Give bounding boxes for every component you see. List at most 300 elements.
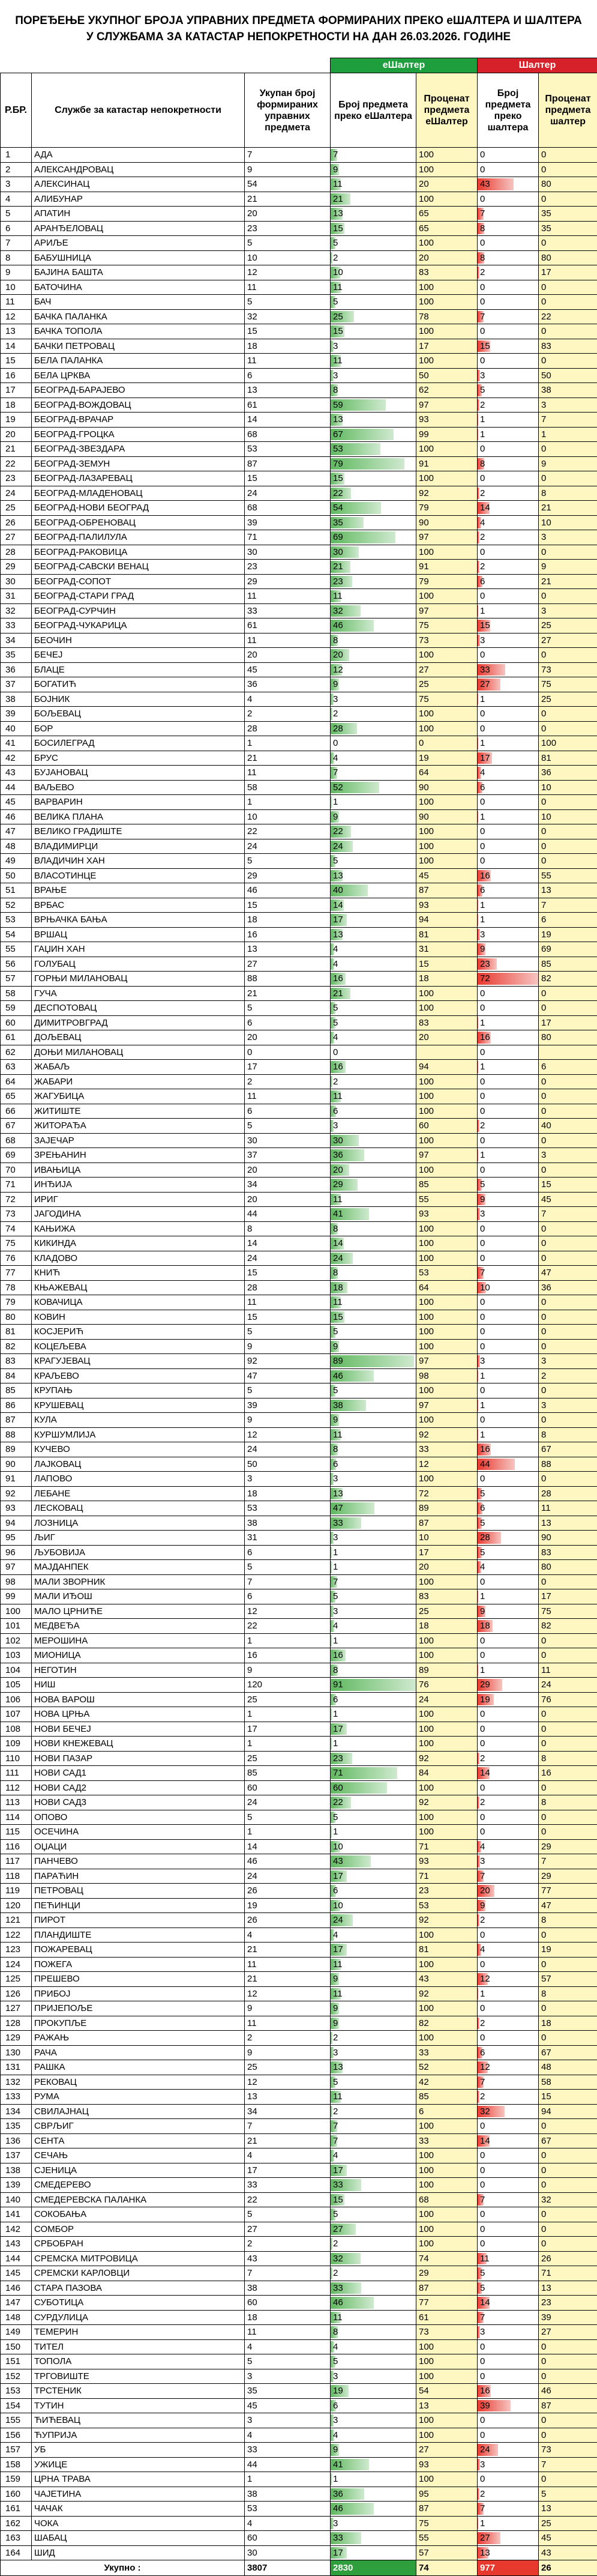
- totals-s-pct: 26: [539, 2560, 597, 2576]
- cell-value: 7: [333, 150, 338, 160]
- cell-value: 8: [333, 1224, 338, 1234]
- cell-s-pct: 39: [539, 2310, 597, 2325]
- cell-value: 7: [480, 2503, 485, 2514]
- table-row: [1, 2502, 597, 2517]
- cell-rb: 109: [1, 1737, 32, 1752]
- cell-s-count: [478, 309, 539, 324]
- cell-value: 69: [333, 532, 343, 542]
- cell-e-pct: 54: [416, 2384, 478, 2399]
- cell-e-count: [331, 1884, 416, 1899]
- cell-e-count: [331, 589, 416, 604]
- cell-total: 15: [245, 1266, 331, 1281]
- cell-s-count: [478, 1178, 539, 1193]
- cell-s-pct: 38: [539, 383, 597, 398]
- cell-rb: 28: [1, 545, 32, 560]
- cell-total: 5: [245, 236, 331, 251]
- cell-value: 4: [333, 2342, 338, 2352]
- cell-s-count: [478, 413, 539, 428]
- cell-rb: 51: [1, 883, 32, 898]
- cell-s-count: [478, 868, 539, 883]
- cell-s-pct: 0: [539, 2031, 597, 2046]
- cell-total: 3: [245, 2413, 331, 2428]
- cell-e-count: [331, 780, 416, 795]
- cell-e-count: [331, 1368, 416, 1383]
- cell-e-pct: 79: [416, 501, 478, 516]
- table-row: [1, 1192, 597, 1207]
- table-row: [1, 383, 597, 398]
- cell-e-count: [331, 1692, 416, 1707]
- cell-total: 25: [245, 1692, 331, 1707]
- cell-s-count: [478, 1030, 539, 1045]
- cell-e-count: [331, 1486, 416, 1501]
- cell-value: 44: [480, 1459, 490, 1469]
- cell-s-pct: 80: [539, 250, 597, 265]
- cell-rb: 117: [1, 1854, 32, 1869]
- cell-e-pct: 92: [416, 486, 478, 501]
- cell-e-pct: 100: [416, 795, 478, 810]
- cell-s-count: [478, 1751, 539, 1766]
- cell-s-pct: 8: [539, 1427, 597, 1442]
- table-row: [1, 2163, 597, 2178]
- table-row: [1, 1457, 597, 1472]
- cell-name: ИРИГ: [32, 1192, 245, 1207]
- cell-e-pct: 91: [416, 560, 478, 575]
- cell-s-count: [478, 2251, 539, 2266]
- cell-rb: 1: [1, 148, 32, 163]
- cell-s-count: [478, 766, 539, 781]
- cell-total: 5: [245, 1383, 331, 1398]
- cell-total: 16: [245, 1648, 331, 1663]
- cell-e-count: [331, 221, 416, 236]
- cell-name: ВАРВАРИН: [32, 795, 245, 810]
- cell-name: МАЛИ ИЂОШ: [32, 1589, 245, 1604]
- cell-rb: 27: [1, 530, 32, 545]
- cell-name: ТОПОЛА: [32, 2354, 245, 2369]
- cell-rb: 99: [1, 1589, 32, 1604]
- cell-s-pct: 0: [539, 1295, 597, 1310]
- cell-s-pct: 27: [539, 633, 597, 648]
- cell-s-pct: 0: [539, 1413, 597, 1428]
- cell-s-count: [478, 192, 539, 207]
- cell-total: 60: [245, 2296, 331, 2311]
- cell-total: 38: [245, 2487, 331, 2502]
- cell-value: 4: [333, 1621, 338, 1631]
- cell-value: 12: [333, 665, 343, 675]
- cell-s-count: [478, 1707, 539, 1722]
- cell-s-pct: 3: [539, 530, 597, 545]
- cell-e-count: [331, 383, 416, 398]
- cell-total: 19: [245, 1898, 331, 1913]
- cell-total: 25: [245, 1751, 331, 1766]
- cell-s-pct: 10: [539, 780, 597, 795]
- table-row: [1, 2075, 597, 2090]
- cell-e-count: [331, 1707, 416, 1722]
- cell-value: 2: [480, 400, 485, 410]
- cell-s-count: [478, 1472, 539, 1487]
- table-row: [1, 927, 597, 942]
- cell-e-count: [331, 1221, 416, 1236]
- cell-rb: 76: [1, 1251, 32, 1266]
- cell-s-pct: 17: [539, 1015, 597, 1030]
- cell-name: ЖИТИШТЕ: [32, 1104, 245, 1119]
- cell-s-count: [478, 1001, 539, 1016]
- cell-value: 0: [480, 591, 485, 601]
- cell-e-pct: 100: [416, 1310, 478, 1325]
- cell-name: ЉУБОВИЈА: [32, 1545, 245, 1560]
- cell-e-count: [331, 2457, 416, 2472]
- cell-rb: 78: [1, 1280, 32, 1295]
- cell-name: ЉИГ: [32, 1531, 245, 1546]
- cell-rb: 89: [1, 1442, 32, 1457]
- cell-total: 23: [245, 221, 331, 236]
- cell-e-count: [331, 1427, 416, 1442]
- cell-e-count: [331, 1001, 416, 1016]
- cell-e-pct: 93: [416, 2457, 478, 2472]
- cell-s-pct: 50: [539, 368, 597, 383]
- cell-rb: 77: [1, 1266, 32, 1281]
- cell-s-count: [478, 1251, 539, 1266]
- cell-value: 17: [480, 753, 490, 763]
- cell-total: 12: [245, 265, 331, 280]
- cell-value: 0: [480, 2342, 485, 2352]
- cell-e-count: [331, 1119, 416, 1134]
- cell-s-count: [478, 2384, 539, 2399]
- cell-value: 20: [480, 1885, 490, 1896]
- table-row: [1, 427, 597, 442]
- cell-total: 9: [245, 162, 331, 177]
- cell-s-pct: 82: [539, 1619, 597, 1634]
- cell-s-pct: 0: [539, 1163, 597, 1178]
- cell-e-count: [331, 1192, 416, 1207]
- cell-s-count: [478, 1015, 539, 1030]
- cell-e-count: [331, 677, 416, 692]
- cell-total: 12: [245, 2075, 331, 2090]
- cell-rb: 3: [1, 177, 32, 192]
- cell-rb: 75: [1, 1236, 32, 1251]
- cell-s-count: [478, 2119, 539, 2134]
- cell-s-count: [478, 324, 539, 339]
- cell-rb: 135: [1, 2119, 32, 2134]
- table-row: [1, 2443, 597, 2458]
- cell-value: 4: [333, 1032, 338, 1042]
- col-header-s-pct: Проценат предмета шалтер: [539, 73, 597, 148]
- cell-value: 0: [480, 1474, 485, 1484]
- cell-e-count: [331, 1060, 416, 1075]
- cell-name: ШИД: [32, 2545, 245, 2560]
- cell-s-count: [478, 1207, 539, 1222]
- eshalter-databar: [331, 2473, 332, 2485]
- cell-e-pct: 90: [416, 809, 478, 824]
- cell-name: ПОЖЕГА: [32, 1957, 245, 1972]
- cell-total: 44: [245, 1207, 331, 1222]
- cell-value: 1: [480, 1150, 485, 1160]
- cell-s-count: [478, 1825, 539, 1840]
- cell-e-count: [331, 2075, 416, 2090]
- cell-value: 0: [480, 1827, 485, 1837]
- cell-name: ТРГОВИШТЕ: [32, 2369, 245, 2384]
- cell-value: 1: [333, 1827, 338, 1837]
- eshalter-databar: [331, 708, 332, 720]
- cell-value: 3: [333, 2415, 338, 2425]
- cell-total: 5: [245, 295, 331, 310]
- cell-e-pct: 31: [416, 942, 478, 957]
- cell-value: 28: [333, 724, 343, 734]
- cell-total: 3: [245, 2369, 331, 2384]
- cell-name: БАТОЧИНА: [32, 280, 245, 295]
- cell-value: 7: [333, 767, 338, 778]
- cell-e-count: [331, 2428, 416, 2443]
- cell-rb: 111: [1, 1766, 32, 1781]
- cell-e-count: [331, 707, 416, 722]
- cell-e-pct: 100: [416, 442, 478, 457]
- cell-e-pct: 100: [416, 162, 478, 177]
- cell-value: 16: [480, 1032, 490, 1042]
- cell-s-count: [478, 2031, 539, 2046]
- table-row: [1, 1604, 597, 1619]
- cell-e-pct: 100: [416, 1383, 478, 1398]
- cell-value: 3: [333, 370, 338, 381]
- table-row: [1, 766, 597, 781]
- table-row: [1, 1810, 597, 1825]
- cell-value: 7: [480, 2077, 485, 2087]
- cell-value: 0: [480, 1959, 485, 1970]
- cell-e-count: [331, 1383, 416, 1398]
- cell-e-pct: 100: [416, 1707, 478, 1722]
- cell-e-count: [331, 898, 416, 913]
- table-row: [1, 1207, 597, 1222]
- cell-total: 2: [245, 2237, 331, 2252]
- table-row: [1, 1486, 597, 1501]
- cell-e-pct: 98: [416, 1368, 478, 1383]
- cell-name: БЕОГРАД-ЧУКАРИЦА: [32, 618, 245, 633]
- table-row: [1, 1648, 597, 1663]
- cell-s-pct: 71: [539, 2266, 597, 2281]
- cell-name: ГОРЊИ МИЛАНОВАЦ: [32, 972, 245, 987]
- cell-e-pct: 71: [416, 1839, 478, 1854]
- cell-s-count: [478, 1457, 539, 1472]
- table-row: [1, 751, 597, 766]
- cell-rb: 32: [1, 603, 32, 618]
- cell-rb: 31: [1, 589, 32, 604]
- cell-value: 23: [333, 576, 343, 587]
- cell-rb: 107: [1, 1707, 32, 1722]
- cell-total: 24: [245, 1795, 331, 1810]
- cell-s-pct: 0: [539, 1780, 597, 1795]
- cell-e-count: [331, 721, 416, 736]
- cell-rb: 161: [1, 2502, 32, 2517]
- cell-e-count: [331, 1943, 416, 1958]
- cell-name: ЖАБАРИ: [32, 1074, 245, 1089]
- cell-e-count: [331, 1795, 416, 1810]
- cell-rb: 92: [1, 1486, 32, 1501]
- cell-value: 0: [480, 1312, 485, 1322]
- cell-value: 38: [333, 1400, 343, 1410]
- cell-total: 10: [245, 250, 331, 265]
- cell-value: 17: [333, 1944, 343, 1955]
- cell-total: 24: [245, 1869, 331, 1884]
- cell-value: 9: [480, 1606, 485, 1616]
- cell-e-count: [331, 2163, 416, 2178]
- cell-value: 1: [480, 414, 485, 425]
- cell-s-pct: 13: [539, 2281, 597, 2296]
- cell-s-count: [478, 1221, 539, 1236]
- cell-name: ПОЖАРЕВАЦ: [32, 1943, 245, 1958]
- cell-name: БАЧ: [32, 295, 245, 310]
- cell-total: 9: [245, 1413, 331, 1428]
- cell-s-count: [478, 854, 539, 869]
- cell-rb: 140: [1, 2192, 32, 2207]
- cell-value: 5: [480, 2283, 485, 2293]
- cell-rb: 155: [1, 2413, 32, 2428]
- cell-name: ТУТИН: [32, 2398, 245, 2413]
- cell-total: 12: [245, 1986, 331, 2001]
- cell-e-count: [331, 1207, 416, 1222]
- cell-name: ПРОКУПЉЕ: [32, 2016, 245, 2031]
- table-row: [1, 501, 597, 516]
- table-row: [1, 236, 597, 251]
- cell-e-pct: 100: [416, 471, 478, 486]
- cell-rb: 123: [1, 1943, 32, 1958]
- cell-e-count: [331, 2251, 416, 2266]
- table-row: [1, 1839, 597, 1854]
- cell-name: ЗАЈЕЧАР: [32, 1133, 245, 1148]
- cell-total: 22: [245, 824, 331, 839]
- cell-s-count: [478, 1780, 539, 1795]
- cell-s-count: [478, 707, 539, 722]
- col-header-total: Укупан број формираних управних предмета: [245, 73, 331, 148]
- cell-s-count: [478, 2369, 539, 2384]
- cell-s-pct: 8: [539, 1986, 597, 2001]
- cell-s-pct: 9: [539, 560, 597, 575]
- cell-rb: 81: [1, 1325, 32, 1340]
- cell-e-count: [331, 1780, 416, 1795]
- cell-value: 41: [333, 1209, 343, 1219]
- table-row: [1, 1339, 597, 1354]
- cell-s-pct: 35: [539, 221, 597, 236]
- cell-value: 4: [480, 518, 485, 528]
- cell-e-count: [331, 250, 416, 265]
- cell-e-pct: 89: [416, 1663, 478, 1678]
- cell-total: 17: [245, 1060, 331, 1075]
- cell-total: 6: [245, 368, 331, 383]
- table-row: [1, 265, 597, 280]
- cell-rb: 160: [1, 2487, 32, 2502]
- cell-value: 5: [333, 1003, 338, 1013]
- cell-s-count: [478, 751, 539, 766]
- cell-value: 3: [333, 2371, 338, 2381]
- table-row: [1, 809, 597, 824]
- cell-value: 79: [333, 459, 343, 469]
- cell-total: 28: [245, 1280, 331, 1295]
- cell-total: 5: [245, 1001, 331, 1016]
- cell-name: ТЕМЕРИН: [32, 2325, 245, 2340]
- cell-s-count: [478, 2325, 539, 2340]
- cell-rb: 93: [1, 1501, 32, 1516]
- cell-total: 34: [245, 1178, 331, 1193]
- cell-value: 46: [333, 620, 343, 630]
- cell-value: 2: [333, 2033, 338, 2043]
- cell-name: КРАЉЕВО: [32, 1368, 245, 1383]
- cell-rb: 35: [1, 648, 32, 663]
- cell-value: 0: [480, 1577, 485, 1587]
- cell-s-pct: 27: [539, 2325, 597, 2340]
- cell-value: 4: [333, 753, 338, 763]
- cell-value: 9: [333, 2444, 338, 2455]
- cell-value: 9: [333, 2003, 338, 2013]
- cell-e-pct: 100: [416, 236, 478, 251]
- cell-value: 10: [333, 1900, 343, 1911]
- cell-e-pct: 93: [416, 413, 478, 428]
- cell-e-pct: 97: [416, 398, 478, 413]
- cell-s-count: [478, 2148, 539, 2163]
- cell-name: УБ: [32, 2443, 245, 2458]
- cell-rb: 158: [1, 2457, 32, 2472]
- cell-s-count: [478, 2207, 539, 2222]
- cell-value: 1: [480, 900, 485, 910]
- table-row: [1, 280, 597, 295]
- cell-value: 2: [480, 267, 485, 277]
- cell-s-pct: 0: [539, 1472, 597, 1487]
- cell-e-pct: 85: [416, 1178, 478, 1193]
- cell-s-count: [478, 1104, 539, 1119]
- cell-name: БЕОГРАД-ВОЖДОВАЦ: [32, 398, 245, 413]
- cell-value: 0: [480, 297, 485, 307]
- cell-value: 21: [333, 194, 343, 204]
- cell-e-pct: 94: [416, 913, 478, 928]
- cell-name: КРАГУЈЕВАЦ: [32, 1354, 245, 1369]
- cell-s-pct: 0: [539, 824, 597, 839]
- cell-e-count: [331, 354, 416, 369]
- cell-s-pct: 26: [539, 2251, 597, 2266]
- cell-name: СОКОБАЊА: [32, 2207, 245, 2222]
- cell-value: 0: [480, 1636, 485, 1646]
- cell-e-pct: 78: [416, 309, 478, 324]
- cell-value: 1: [480, 738, 485, 748]
- cell-s-pct: 0: [539, 324, 597, 339]
- cell-e-count: [331, 1030, 416, 1045]
- cell-value: 11: [333, 282, 343, 292]
- cell-e-count: [331, 2133, 416, 2148]
- cell-value: 0: [480, 547, 485, 557]
- cell-s-pct: 45: [539, 1192, 597, 1207]
- cell-e-count: [331, 2266, 416, 2281]
- cell-total: 7: [245, 2119, 331, 2134]
- cell-e-pct: 95: [416, 2487, 478, 2502]
- cell-name: АЛЕКСАНДРОВАЦ: [32, 162, 245, 177]
- cell-e-count: [331, 339, 416, 354]
- cell-e-pct: 100: [416, 280, 478, 295]
- cell-e-count: [331, 1854, 416, 1869]
- cell-value: 4: [333, 2150, 338, 2160]
- cell-name: ДЕСПОТОВАЦ: [32, 1001, 245, 1016]
- table-row: [1, 2148, 597, 2163]
- cell-s-pct: 100: [539, 736, 597, 751]
- cell-e-count: [331, 1178, 416, 1193]
- cell-value: 2: [480, 488, 485, 498]
- cell-value: 0: [480, 988, 485, 999]
- cell-value: 9: [333, 1415, 338, 1425]
- cell-s-count: [478, 809, 539, 824]
- cell-rb: 64: [1, 1074, 32, 1089]
- cell-name: ДОЊИ МИЛАНОВАЦ: [32, 1045, 245, 1060]
- cell-name: НОВИ САД1: [32, 1766, 245, 1781]
- eshalter-databar: [331, 1679, 416, 1691]
- cell-s-count: [478, 1737, 539, 1752]
- cell-value: 0: [480, 797, 485, 807]
- cell-name: РАЖАЊ: [32, 2031, 245, 2046]
- table-row: [1, 1501, 597, 1516]
- cell-e-pct: 79: [416, 574, 478, 589]
